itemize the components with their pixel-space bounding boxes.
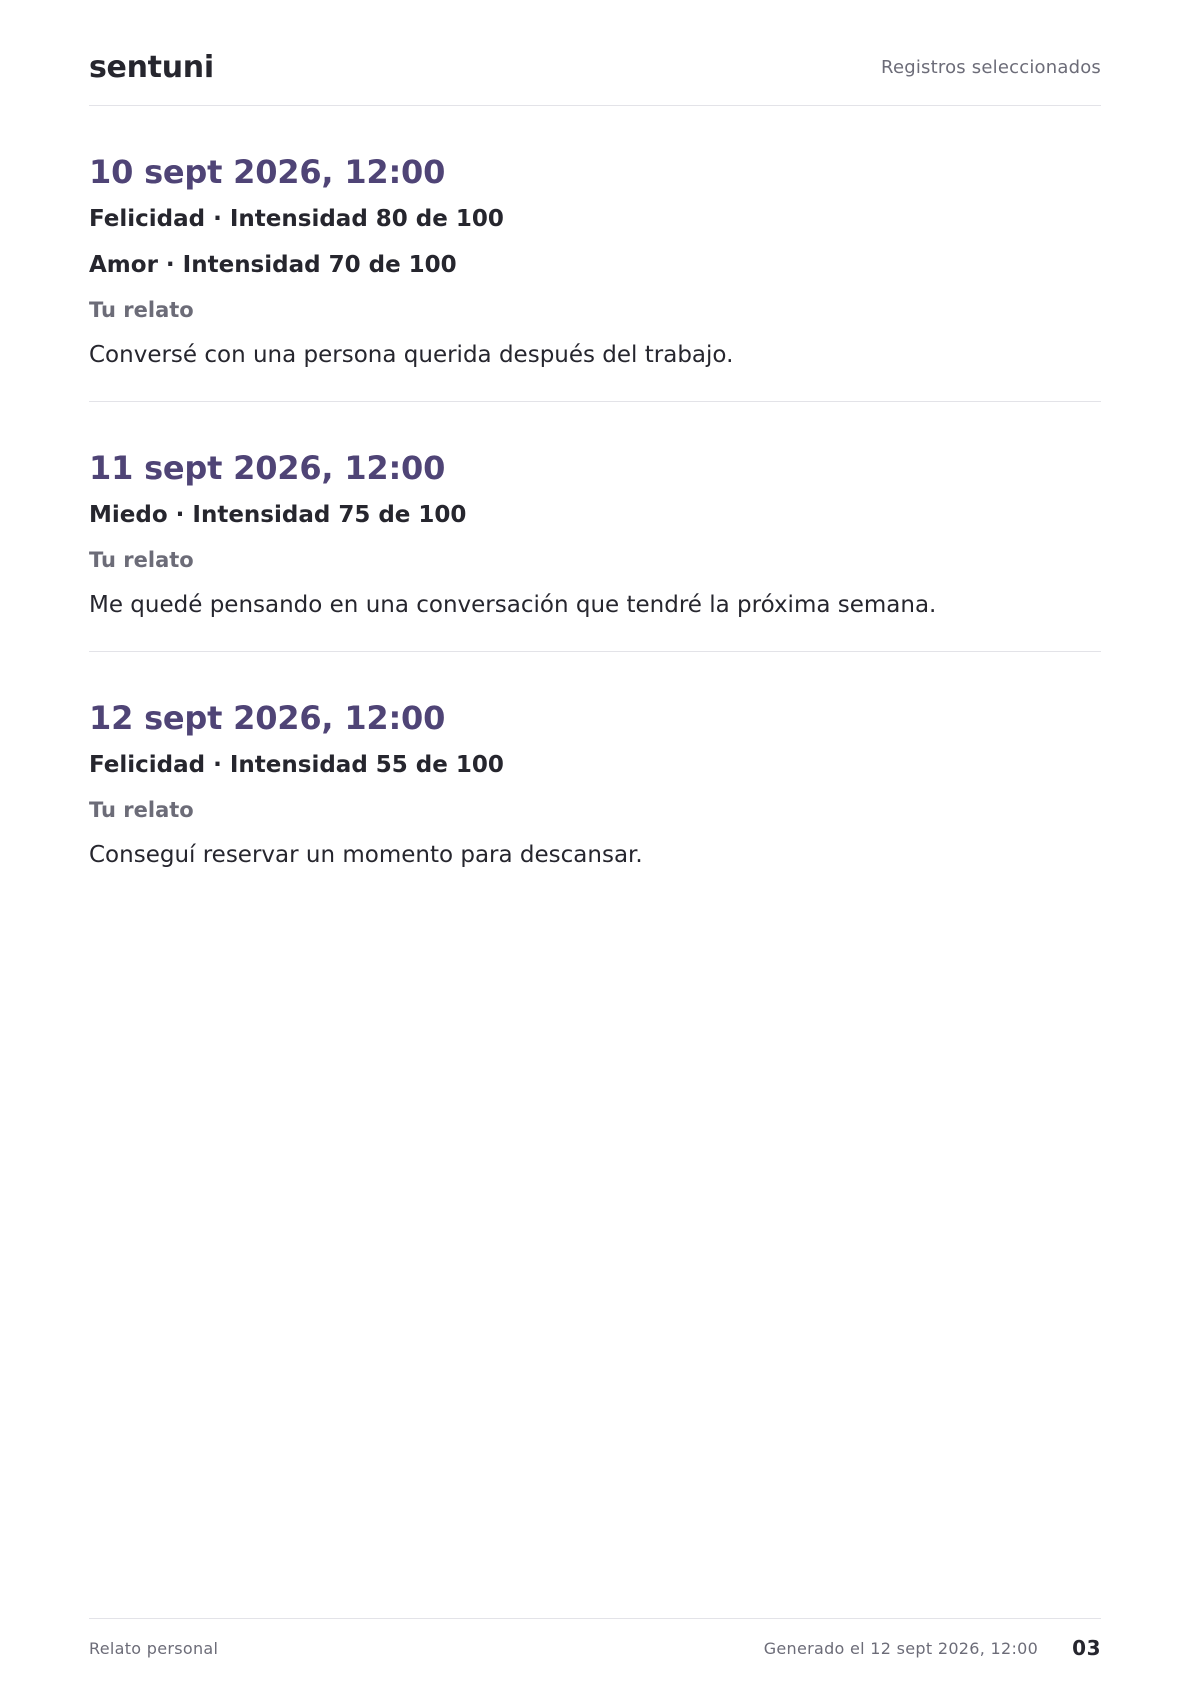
brand-name: sentuni (89, 50, 214, 85)
entry (89, 106, 1101, 402)
emotion-intensity: Felicidad · Intensidad 55 de 100 (89, 752, 504, 778)
document-page (89, 0, 1101, 1684)
story-text: Conversé con una persona querida después del trabajo. (89, 342, 734, 368)
story-label: Tu relato (89, 798, 194, 822)
footer-label: Relato personal (89, 1638, 219, 1658)
story-label: Tu relato (89, 298, 194, 322)
emotion-intensity: Miedo · Intensidad 75 de 100 (89, 502, 467, 528)
entry-date: 10 sept 2026, 12:00 (89, 153, 446, 191)
emotion-intensity: Amor · Intensidad 70 de 100 (89, 252, 457, 278)
entry (89, 652, 1101, 901)
story-label: Tu relato (89, 548, 194, 572)
generated-timestamp: Generado el 12 sept 2026, 12:00 (763, 1638, 1039, 1658)
page-header (89, 48, 1101, 106)
entries-list (89, 106, 1101, 901)
header-subtitle: Registros seleccionados (881, 57, 1101, 78)
story-text: Me quedé pensando en una conversación que tendré la próxima semana. (89, 592, 937, 618)
emotion-intensity: Felicidad · Intensidad 80 de 100 (89, 206, 504, 232)
page-footer (89, 1618, 1101, 1673)
story-text: Conseguí reservar un momento para descansar. (89, 842, 643, 868)
entry-date: 12 sept 2026, 12:00 (89, 699, 446, 737)
page-number: 03 (1072, 1636, 1101, 1660)
entry-date: 11 sept 2026, 12:00 (89, 449, 446, 487)
footer-meta (764, 1636, 1101, 1660)
entry (89, 402, 1101, 652)
